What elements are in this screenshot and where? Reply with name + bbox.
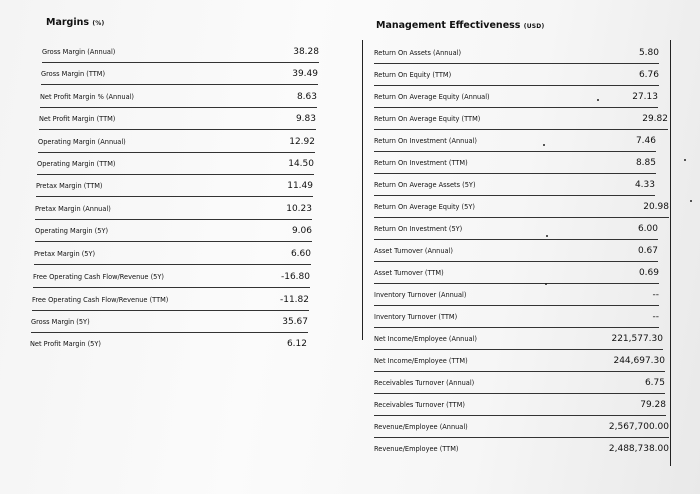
management-effectiveness-heading	[376, 20, 544, 31]
row-label: Operating Margin (5Y)	[35, 227, 109, 235]
row-divider	[33, 287, 310, 288]
table-row	[374, 152, 656, 174]
table-row	[374, 174, 655, 196]
dust-speck	[543, 144, 545, 146]
table-row	[33, 266, 310, 288]
table-row	[31, 311, 308, 333]
row-label: Net Profit Margin (TTM)	[39, 115, 116, 123]
row-value: 6.60	[290, 249, 311, 259]
table-row	[35, 220, 312, 242]
table-row	[41, 63, 318, 85]
dust-speck	[545, 283, 547, 285]
table-row	[374, 262, 659, 284]
row-value: 38.28	[293, 47, 319, 57]
table-row	[374, 108, 668, 130]
row-value: 11.49	[287, 181, 313, 191]
row-value: 6.12	[286, 339, 307, 349]
row-value: 2,488,738.00	[608, 444, 669, 454]
table-row	[374, 328, 663, 350]
row-label: Pretax Margin (5Y)	[34, 250, 96, 258]
dust-speck	[690, 200, 692, 202]
table-row	[374, 64, 659, 86]
row-label: Return On Investment (5Y)	[374, 225, 463, 233]
row-label: Operating Margin (TTM)	[37, 160, 116, 168]
row-value: 10.23	[286, 204, 312, 214]
table-row	[374, 130, 656, 152]
row-label: Revenue/Employee (TTM)	[374, 445, 459, 453]
row-value: 0.67	[637, 246, 658, 256]
row-label: Return On Investment (TTM)	[374, 159, 468, 167]
row-value: 7.46	[635, 136, 656, 146]
row-label: Receivables Turnover (TTM)	[374, 401, 465, 409]
table-row	[36, 175, 313, 197]
row-label: Asset Turnover (TTM)	[374, 269, 444, 277]
row-value: --	[652, 312, 659, 322]
row-value: 27.13	[632, 92, 658, 102]
management-effectiveness-title: Management Effectiveness	[376, 20, 521, 31]
row-label: Return On Average Equity (Annual)	[374, 93, 490, 101]
table-row	[40, 86, 317, 108]
column-divider-left	[362, 40, 363, 340]
row-label: Gross Margin (5Y)	[31, 318, 90, 326]
table-row	[34, 243, 311, 265]
table-row	[374, 218, 658, 240]
row-label: Asset Turnover (Annual)	[374, 247, 453, 255]
table-row	[374, 416, 669, 438]
row-label: Return On Investment (Annual)	[374, 137, 477, 145]
table-row	[374, 284, 659, 306]
table-row	[42, 41, 319, 63]
row-label: Net Profit Margin % (Annual)	[40, 93, 135, 101]
table-row	[30, 333, 307, 355]
row-label: Net Income/Employee (Annual)	[374, 335, 477, 343]
row-label: Return On Average Equity (5Y)	[374, 203, 475, 211]
table-row	[374, 350, 665, 372]
row-label: Free Operating Cash Flow/Revenue (5Y)	[33, 273, 164, 281]
margins-title: Margins	[46, 17, 90, 28]
row-value: 8.63	[296, 92, 317, 102]
table-row	[37, 153, 314, 175]
row-label: Return On Equity (TTM)	[374, 71, 452, 79]
row-value: 5.80	[638, 48, 659, 58]
row-value: 9.83	[295, 114, 316, 124]
column-divider-right	[670, 40, 671, 466]
row-divider	[34, 264, 311, 265]
row-label: Return On Assets (Annual)	[374, 49, 462, 57]
row-label: Gross Margin (TTM)	[41, 70, 106, 78]
table-row	[32, 289, 309, 311]
row-label: Inventory Turnover (TTM)	[374, 313, 458, 321]
row-label: Revenue/Employee (Annual)	[374, 423, 468, 431]
row-label: Free Operating Cash Flow/Revenue (TTM)	[32, 296, 169, 304]
row-value: 12.92	[289, 137, 315, 147]
row-value: 20.98	[643, 202, 669, 212]
dust-speck	[684, 159, 686, 161]
row-label: Net Profit Margin (5Y)	[30, 340, 101, 348]
row-label: Return On Average Assets (5Y)	[374, 181, 476, 189]
management-effectiveness-unit: (USD)	[523, 23, 545, 30]
table-row	[374, 240, 658, 262]
row-value: 9.06	[291, 226, 312, 236]
row-value: 221,577.30	[611, 334, 663, 344]
row-divider	[39, 129, 316, 130]
row-label: Receivables Turnover (Annual)	[374, 379, 475, 387]
row-value: 6.00	[637, 224, 658, 234]
table-row	[374, 438, 669, 460]
dust-speck	[546, 235, 548, 237]
row-label: Inventory Turnover (Annual)	[374, 291, 467, 299]
table-row	[374, 394, 666, 416]
table-row	[374, 372, 665, 394]
row-label: Pretax Margin (TTM)	[36, 182, 103, 190]
table-row	[374, 42, 659, 64]
row-value: 14.50	[288, 159, 314, 169]
row-divider	[36, 196, 313, 197]
row-divider	[35, 241, 312, 242]
table-row	[38, 131, 315, 153]
row-value: 79.28	[640, 400, 666, 410]
row-value: --	[652, 290, 659, 300]
row-label: Gross Margin (Annual)	[42, 48, 116, 56]
row-value: 6.75	[644, 378, 665, 388]
table-row	[39, 108, 316, 130]
margins-unit: (%)	[92, 20, 105, 27]
row-value: -11.82	[279, 295, 309, 305]
row-divider	[41, 84, 318, 85]
row-value: 29.82	[642, 114, 668, 124]
row-label: Net Income/Employee (TTM)	[374, 357, 468, 365]
table-row	[35, 198, 312, 220]
row-value: 4.33	[634, 180, 655, 190]
table-row	[374, 86, 658, 108]
table-row	[374, 306, 659, 328]
row-label: Pretax Margin (Annual)	[35, 205, 111, 213]
row-value: 6.76	[638, 70, 659, 80]
row-value: 39.49	[292, 69, 318, 79]
row-value: -16.80	[280, 272, 310, 282]
table-row	[374, 196, 669, 218]
row-label: Operating Margin (Annual)	[38, 138, 126, 146]
row-label: Return On Average Equity (TTM)	[374, 115, 481, 123]
row-value: 8.85	[635, 158, 656, 168]
row-value: 2,567,700.00	[608, 422, 669, 432]
row-value: 244,697.30	[613, 356, 665, 366]
row-value: 0.69	[638, 268, 659, 278]
margins-heading	[46, 17, 104, 28]
dust-speck	[597, 99, 599, 101]
row-value: 35.67	[282, 317, 308, 327]
